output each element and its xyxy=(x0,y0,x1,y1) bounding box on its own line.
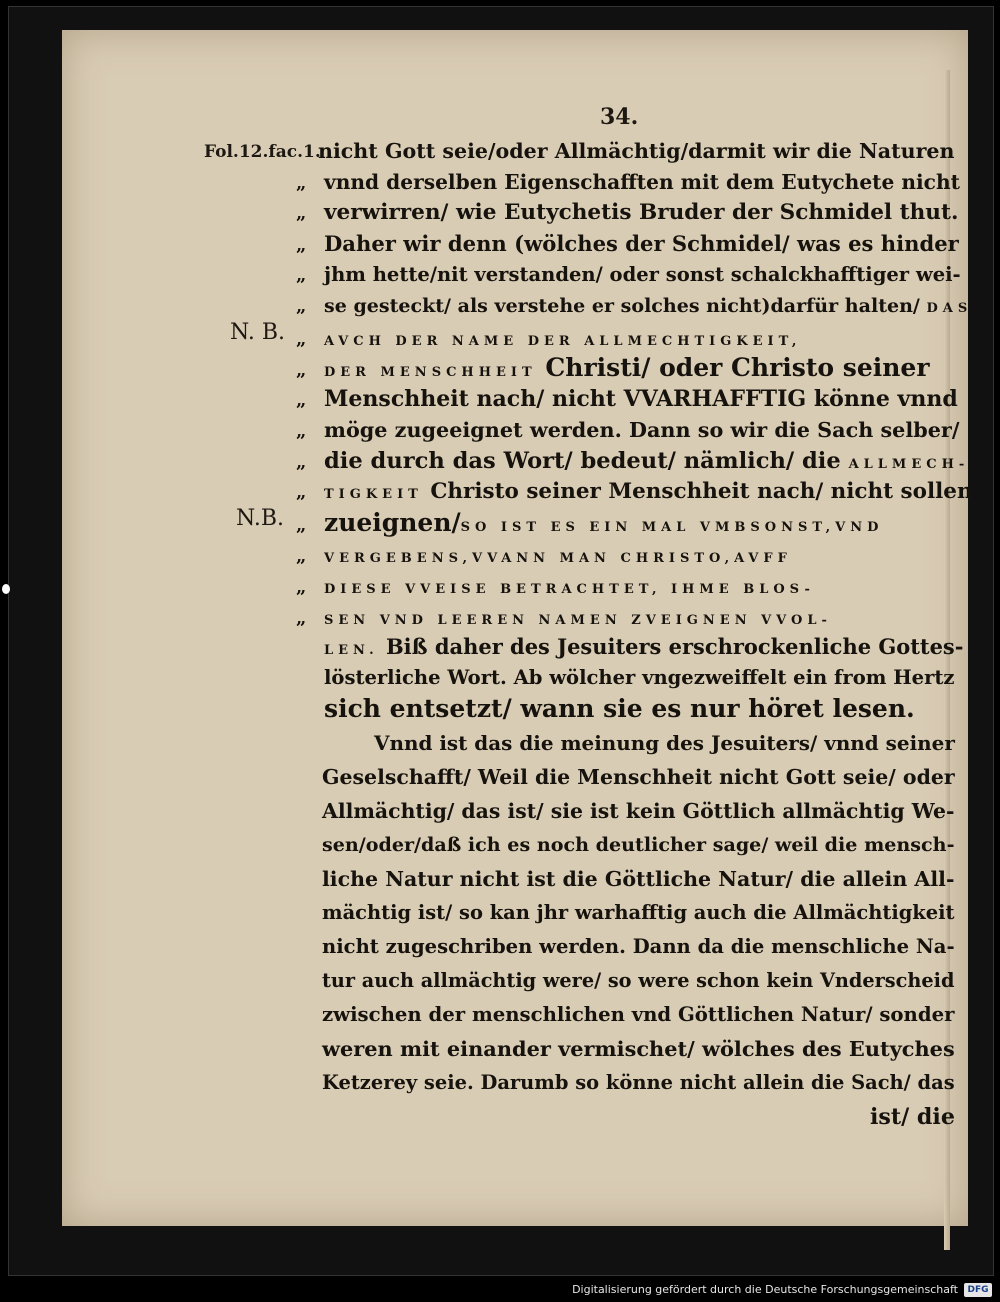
text-line: LEN. Biß daher des Jesuiters erschrockenliche Gottes- xyxy=(324,634,964,659)
text-line: „ jhm hette/nit verstanden/ oder sonst schalckhafftiger wei- xyxy=(296,263,961,286)
text-line: „ die durch das Wort/ bedeut/ nämlich/ die ALLMECH- xyxy=(296,448,970,474)
text-line: Ketzerey seie. Darumb so könne nicht allein die Sach/ das xyxy=(322,1071,955,1094)
text-line: mächtig ist/ so kan jhr warhafftig auch die Allmächtigkeit xyxy=(322,901,955,924)
text-line: „ DIESE VVEISE BETRACHTET, IHME BLOS- xyxy=(296,577,815,598)
text-line: sich entsetzt/ wann sie es nur höret lesen. xyxy=(324,694,915,723)
text-line: „ SEN VND LEEREN NAMEN ZVEIGNEN VVOL- xyxy=(296,608,832,629)
text-line: „ möge zugeeignet werden. Dann so wir die Sach selber/ xyxy=(296,418,960,442)
catchword: ist/ die xyxy=(870,1104,955,1130)
text-line: „ se gesteckt/ als verstehe er solches nicht)darfür halten/ DAS xyxy=(296,295,973,317)
text-line: sen/oder/daß ich es noch deutlicher sage/ weil die mensch- xyxy=(322,833,955,856)
text-line: „ VERGEBENS,VVANN MAN CHRISTO,AVFF xyxy=(296,546,792,567)
text-line: „ Menschheit nach/ nicht VVARHAFFTIG könne vnnd xyxy=(296,386,958,412)
text-line: Vnnd ist das die meinung des Jesuiters/ vnnd seiner xyxy=(374,731,955,755)
funding-notice: Digitalisierung gefördert durch die Deutsche Forschungsgemeinschaft xyxy=(572,1283,958,1296)
text-line: weren mit einander vermischet/ wölches des Eutyches xyxy=(322,1036,955,1061)
text-line: „ verwirren/ wie Eutychetis Bruder der Schmidel thut. xyxy=(296,200,959,225)
text-line: „ DER MENSCHHEIT Christi/ oder Christo seiner xyxy=(296,353,930,382)
margin-nb-2: N.B. xyxy=(236,506,284,531)
text-line: Geselschafft/ Weil die Menschheit nicht Gott seie/ oder xyxy=(322,765,955,789)
text-line: „ Daher wir denn (wölches der Schmidel/ was es hinder xyxy=(296,231,959,256)
page-number: 34. xyxy=(600,104,639,130)
margin-reference: Fol.12.fac.1. xyxy=(204,142,321,162)
text-line: lösterliche Wort. Ab wölcher vngezweiffelt ein from Hertz xyxy=(324,666,955,689)
text-line: „ zueignen/SO IST ES EIN MAL VMBSONST,VND xyxy=(296,508,884,537)
text-line: „ AVCH DER NAME DER ALLMECHTIGKEIT, xyxy=(296,329,802,350)
text-line: Allmächtig/ das ist/ sie ist kein Göttlich allmächtig We- xyxy=(322,799,955,823)
text-line: „ TIGKEIT Christo seiner Menschheit nach/ nicht sollen xyxy=(296,479,973,504)
scan-artifact xyxy=(2,584,10,594)
text-line: „ vnnd derselben Eigenschafften mit dem Eutychete nicht xyxy=(296,170,960,194)
text-line: nicht Gott seie/oder Allmächtig/darmit wir die Naturen xyxy=(318,139,955,163)
dfg-logo: DFG xyxy=(964,1283,992,1297)
margin-nb-1: N. B. xyxy=(230,320,285,345)
text-line: liche Natur nicht ist die Göttliche Natur/ die allein All- xyxy=(322,867,955,891)
text-line: zwischen der menschlichen vnd Göttlichen Natur/ sonder xyxy=(322,1003,955,1026)
text-line: tur auch allmächtig were/ so were schon kein Vnderscheid xyxy=(322,969,955,992)
text-line: nicht zugeschriben werden. Dann da die menschliche Na- xyxy=(322,935,955,958)
